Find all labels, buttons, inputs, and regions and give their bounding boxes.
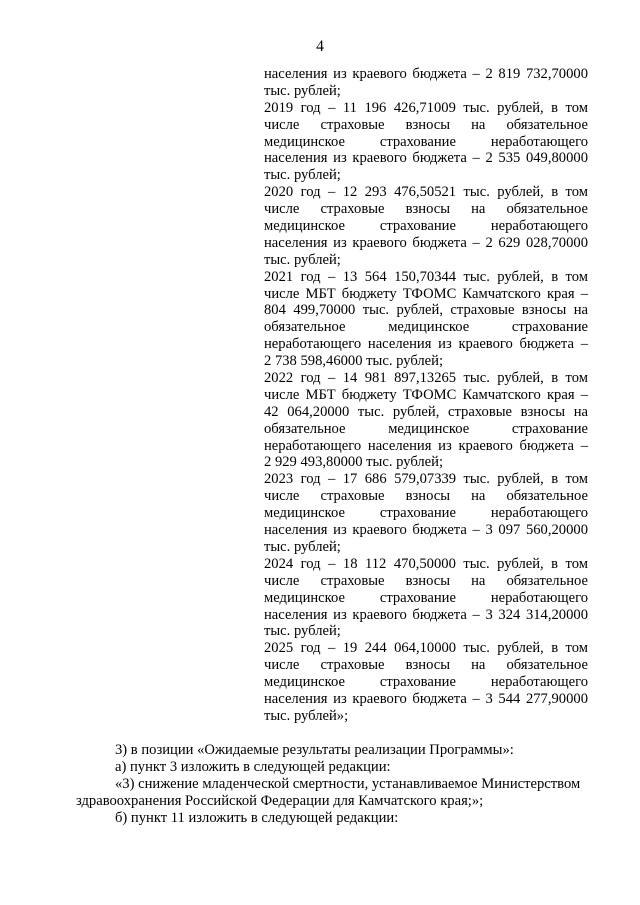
column-line: населения из краевого бюджета – 2 629 028,70000	[264, 234, 588, 251]
column-line: обязательное медицинское страхование	[264, 420, 588, 437]
column-line: 42 064,20000 тыс. рублей, страховые взносы на	[264, 403, 588, 420]
column-line: медицинское страхование неработающего	[264, 674, 588, 691]
column-line: 2021 год – 13 564 150,70344 тыс. рублей, в том	[264, 268, 588, 285]
amendments-block	[76, 742, 596, 826]
amendment-line: б) пункт 11 изложить в следующей редакции:	[115, 809, 399, 826]
column-line: неработающего населения из краевого бюджета –	[264, 437, 588, 454]
column-line: населения из краевого бюджета – 2 535 049,80000	[264, 150, 588, 167]
column-line: 2 738 598,46000 тыс. рублей;	[264, 353, 444, 370]
column-line: населения из краевого бюджета – 3 324 314,20000	[264, 606, 588, 623]
column-line: 2024 год – 18 112 470,50000 тыс. рублей, в том	[264, 555, 588, 572]
column-line: тыс. рублей;	[264, 251, 341, 268]
column-line: медицинское страхование неработающего	[264, 589, 588, 606]
column-line: числе страховые взносы на обязательное	[264, 572, 588, 589]
column-line: населения из краевого бюджета – 2 819 732,70000	[264, 66, 588, 82]
page-number: 4	[316, 38, 324, 55]
column-line: обязательное медицинское страхование	[264, 319, 588, 336]
column-line: медицинское страхование неработающего	[264, 505, 588, 522]
column-line: 2025 год – 19 244 064,10000 тыс. рублей, в том	[264, 640, 588, 657]
column-line: числе страховые взносы на обязательное	[264, 488, 588, 505]
amendment-line: а) пункт 3 изложить в следующей редакции:	[115, 758, 391, 775]
column-line: тыс. рублей;	[264, 82, 341, 99]
column-line: 2020 год – 12 293 476,50521 тыс. рублей, в том	[264, 184, 588, 201]
column-line: медицинское страхование неработающего	[264, 133, 588, 150]
funding-column	[264, 66, 588, 725]
column-line: числе страховые взносы на обязательное	[264, 116, 588, 133]
column-line: тыс. рублей;	[264, 167, 341, 184]
column-line: населения из краевого бюджета – 3 544 277,90000	[264, 690, 588, 707]
column-line: числе МБТ бюджету ТФОМС Камчатского края –	[264, 285, 588, 302]
amendment-line: «3) снижение младенческой смертности, устанавливаемое Министерством	[115, 775, 581, 792]
column-line: медицинское страхование неработающего	[264, 218, 588, 235]
column-line: тыс. рублей;	[264, 538, 341, 555]
column-line: числе страховые взносы на обязательное	[264, 201, 588, 218]
column-line: 2022 год – 14 981 897,13265 тыс. рублей, в том	[264, 370, 588, 387]
column-line: населения из краевого бюджета – 3 097 560,20000	[264, 522, 588, 539]
column-line: 2023 год – 17 686 579,07339 тыс. рублей, в том	[264, 471, 588, 488]
column-line: тыс. рублей»;	[264, 707, 349, 724]
amendment-line: 3) в позиции «Ожидаемые результаты реализации Программы»:	[115, 742, 514, 758]
column-line: числе страховые взносы на обязательное	[264, 657, 588, 674]
column-line: числе МБТ бюджету ТФОМС Камчатского края –	[264, 386, 588, 403]
column-line: неработающего населения из краевого бюджета –	[264, 336, 588, 353]
amendment-line: здравоохранения Российской Федерации для Камчатского края;»;	[76, 792, 484, 809]
column-line: 804 499,70000 тыс. рублей, страховые взносы на	[264, 302, 588, 319]
column-line: 2 929 493,80000 тыс. рублей;	[264, 454, 444, 471]
column-line: 2019 год – 11 196 426,71009 тыс. рублей, в том	[264, 99, 588, 116]
column-line: тыс. рублей;	[264, 623, 341, 640]
